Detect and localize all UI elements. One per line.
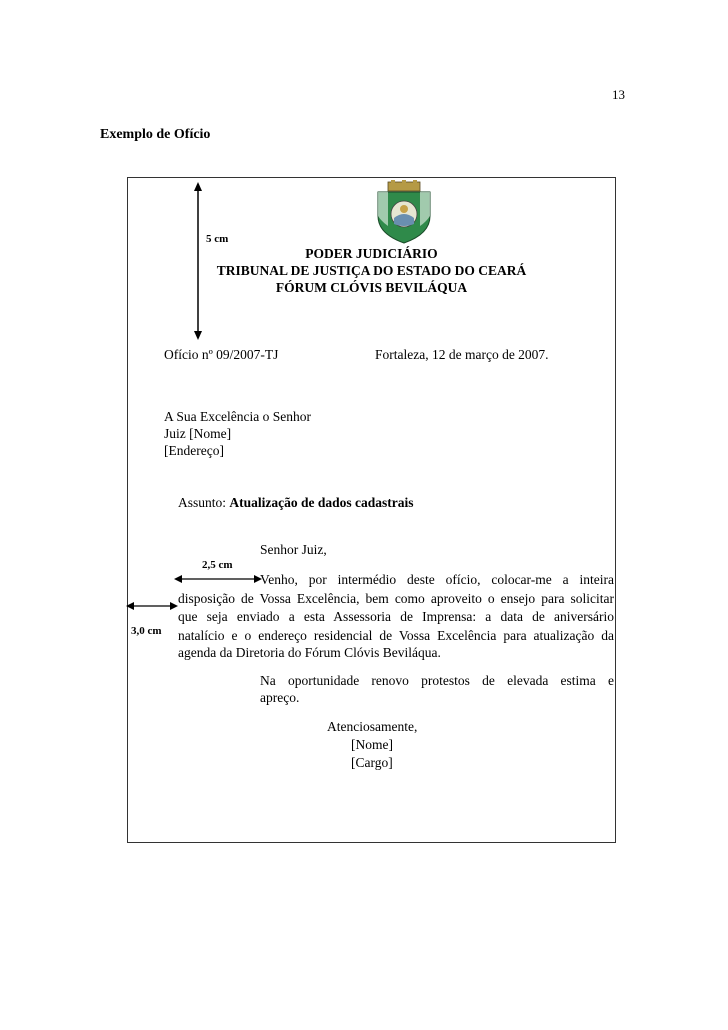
top-margin-label: 5 cm [206,233,229,245]
body-p1-line1: Venho, por intermédio deste ofício, colocar-me a inteira [260,572,614,587]
reference-place-date: Fortaleza, 12 de março de 2007. [375,347,549,362]
ceara-seal-icon [372,180,436,244]
left-margin-arrow [126,601,178,611]
body-p2-line2: apreço. [260,690,300,705]
body-p1-line2: disposição de Vossa Excelência, bem como aproveito o ensejo para solicitar [178,590,614,606]
page-number: 13 [612,87,625,102]
letterhead-line2: TRIBUNAL DE JUSTIÇA DO ESTADO DO CEARÁ [216,263,527,278]
closing-line1: Atenciosamente, [327,719,418,734]
body-p1-line4: natalício e o endereço residencial de Vossa Excelência para atualização da [178,627,614,643]
letterhead-line1: PODER JUDICIÁRIO [305,246,438,261]
section-heading: Exemplo de Ofício [100,127,211,142]
closing-role: [Cargo] [351,755,393,770]
indent-label: 2,5 cm [202,559,233,571]
top-margin-arrow [192,182,204,342]
reference-number: Ofício nº 09/2007-TJ [164,347,279,362]
subject-line [178,495,414,511]
indent-arrow [174,574,262,584]
closing-name: [Nome] [351,737,393,752]
body-p1-line3: que seja enviado a esta Assessoria de Imprensa: a data de aniversário [178,609,614,624]
subject-text: Atualização de dados cadastrais [229,495,414,510]
subject-label: Assunto: [178,495,227,510]
recipient-line3: [Endereço] [164,443,224,458]
letterhead-line3: FÓRUM CLÓVIS BEVILÁQUA [275,280,468,295]
recipient-line2: Juiz [Nome] [164,426,232,441]
body-p2-line1: Na oportunidade renovo protestos de elevada estima e [260,673,614,688]
body-p1-line5: agenda da Diretoria do Fórum Clóvis Beviláqua. [178,645,441,660]
recipient-line1: A Sua Excelência o Senhor [164,409,311,424]
salutation: Senhor Juiz, [260,542,327,557]
left-margin-label: 3,0 cm [131,625,162,637]
